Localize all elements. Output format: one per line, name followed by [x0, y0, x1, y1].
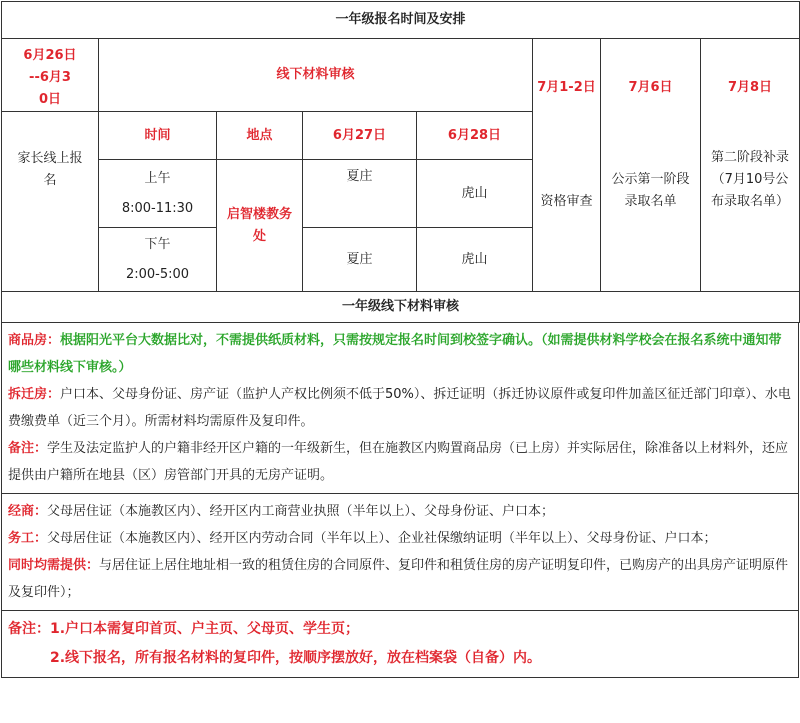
note-commercial-label: 商品房：: [8, 333, 61, 348]
notes-section: [1, 323, 799, 678]
note-remark-text: 学生及法定监护人的户籍非经开区户籍的一年级新生，但在施教区内购置商品房（已上房）并实际居住，除准备以上材料外，还应提供由户籍所在地县（区）房管部门开具的无房产证明。: [8, 441, 789, 483]
note-commercial-text: 根据阳光平台大数据比对，不需提供纸质材料，只需按规定报名时间到校签字确认。（如需提供材料学校会在报名系统中通知带哪些材料线下审核。）: [8, 333, 782, 375]
note-business-text: 父母居住证（本施教区内）、经开区内工商营业执照（半年以上）、父母身份证、户口本；: [47, 504, 555, 519]
offline-review-header: 线下材料审核: [99, 39, 533, 112]
second-cell: [701, 39, 800, 292]
enrollment-schedule-page: [1, 1, 799, 721]
publish-date: 7月6日: [628, 80, 673, 95]
notes-housing-block: [2, 323, 798, 494]
note-worker: [8, 525, 792, 552]
note-remark: [8, 435, 792, 489]
col-time: 时间: [99, 112, 217, 160]
publish-label: 公示第一阶段 录取名单: [611, 172, 690, 209]
online-label: 家长线上报 名: [2, 112, 99, 292]
online-dates: 6月26日 --6月3 0日: [2, 39, 99, 112]
note-remark-label: 备注：: [8, 441, 48, 456]
afternoon-label: 下午: [144, 236, 171, 252]
final-note-2: 2.线下报名，所有报名材料的复印件，按顺序摆放好，放在档案袋（自备）内。: [50, 650, 542, 666]
date1-morning: 夏庄: [303, 160, 417, 228]
schedule-table: [1, 1, 800, 323]
note-worker-label: 务工：: [8, 531, 48, 546]
notes-residence-block: [2, 494, 798, 611]
col-place: 地点: [217, 112, 303, 160]
review-cell: [533, 39, 601, 292]
notes-final-block: [2, 611, 798, 677]
note-both: [8, 552, 792, 606]
review-place: 启智楼教务 处: [217, 160, 303, 292]
publish-cell: [601, 39, 701, 292]
col-date-2: 6月28日: [417, 112, 533, 160]
note-relocation-label: 拆迁房：: [8, 387, 61, 402]
date2-morning: 虎山: [417, 160, 533, 228]
note-worker-text: 父母居住证（本施教区内）、经开区内劳动合同（半年以上）、企业社保缴纳证明（半年以上）、父母身份证、户口本；: [47, 531, 717, 546]
review-label: 资格审查: [540, 194, 593, 209]
morning-time: 8:00-11:30: [121, 200, 194, 216]
date1-afternoon: 夏庄: [303, 228, 417, 292]
second-date: 7月8日: [727, 80, 773, 95]
afternoon-slot: [99, 228, 217, 292]
second-label: 第二阶段补录 （7月10号公 布录取名单）: [711, 150, 790, 209]
note-business: [8, 498, 792, 525]
schedule-subtitle: 一年级线下材料审核: [2, 292, 800, 323]
note-relocation: [8, 381, 792, 435]
note-both-label: 同时均需提供：: [8, 558, 100, 573]
note-relocation-text: 户口本、父母身份证、房产证（监护人产权比例须不低于50%）、拆迁证明（拆迁协议原件或复印件加盖区征迁部门印章）、水电费缴费单（近三个月）。所需材料均需原件及复印件。: [8, 387, 791, 429]
date2-afternoon: 虎山: [417, 228, 533, 292]
note-commercial: [8, 327, 792, 381]
col-date-1: 6月27日: [303, 112, 417, 160]
final-note-1: 备注：1.户口本需复印首页、户主页、父母页、学生页；: [8, 621, 360, 637]
morning-label: 上午: [144, 170, 171, 186]
afternoon-time: 2:00-5:00: [125, 266, 190, 282]
schedule-title: 一年级报名时间及安排: [2, 2, 800, 39]
review-date: 7月1-2日: [537, 80, 596, 95]
note-both-text: 与居住证上居住地址相一致的租赁住房的合同原件、复印件和租赁住房的房产证明复印件，已购房产的出具房产证明原件及复印件）；: [8, 558, 789, 600]
note-business-label: 经商：: [8, 504, 48, 519]
morning-slot: [99, 160, 217, 228]
